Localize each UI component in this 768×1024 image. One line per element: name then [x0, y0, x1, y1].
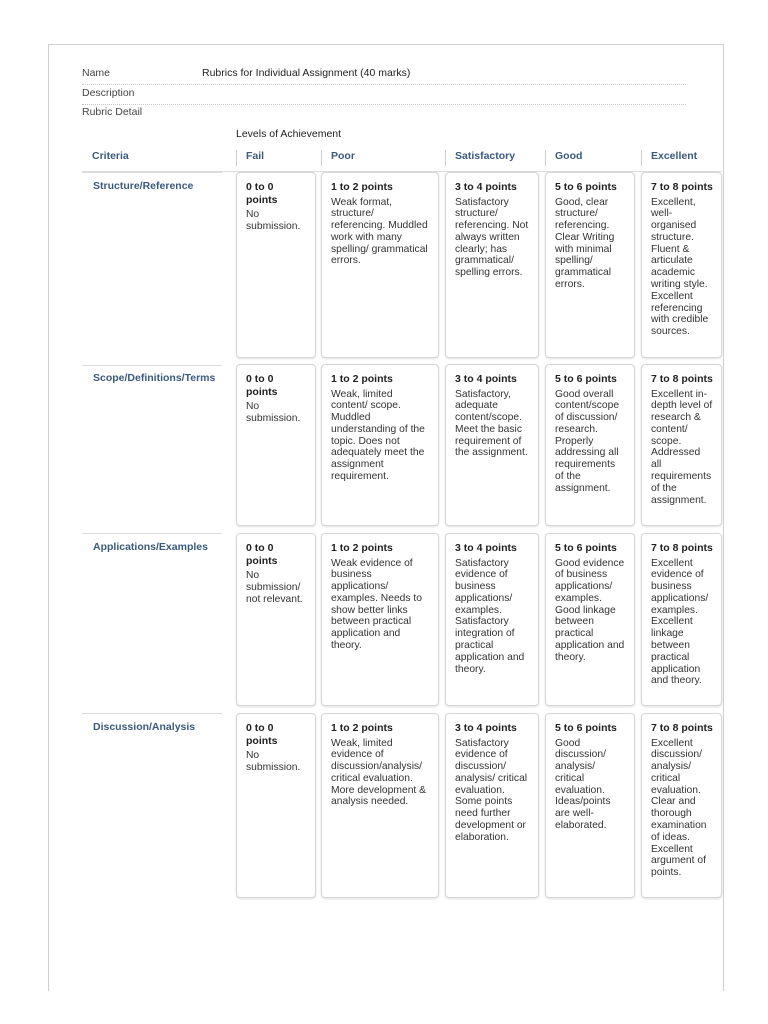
rubric-cell[interactable]: [641, 713, 722, 898]
cell-description: Satisfactory, adequate content/scope. Meet the basic requirement of the assignment.: [455, 388, 528, 459]
level-header-satisfactory: Satisfactory: [445, 150, 545, 166]
levels-of-achievement-title: Levels of Achievement: [236, 128, 342, 140]
rubric-cell[interactable]: [236, 172, 316, 358]
cell-points: 3 to 4 points: [455, 373, 517, 385]
cell-description: Weak, limited content/ scope. Muddled understanding of the topic. Does not adequately meet the assignment requirement.: [331, 388, 425, 483]
cell-points: 7 to 8 points: [651, 722, 713, 734]
rubric-cell[interactable]: [545, 364, 635, 526]
cell-description: Satisfactory structure/ referencing. Not always written clearly; has grammatical/ spelling errors.: [455, 196, 529, 279]
cell-points: 0 to 0 points: [246, 722, 278, 747]
rubric-cell[interactable]: [545, 172, 635, 358]
cell-points: 1 to 2 points: [331, 542, 393, 554]
description-label: Description: [82, 87, 135, 99]
rubric-name: Rubrics for Individual Assignment (40 marks): [202, 67, 411, 79]
cell-description: Weak, limited evidence of discussion/analysis/ critical evaluation. More development & analysis needed.: [331, 737, 427, 808]
row-divider: [82, 365, 222, 366]
name-label: Name: [82, 67, 111, 79]
level-header-excellent: Excellent: [641, 150, 727, 166]
cell-points: 7 to 8 points: [651, 373, 713, 385]
cell-points: 3 to 4 points: [455, 542, 517, 554]
rubric-cell[interactable]: [445, 172, 539, 358]
cell-description: Satisfactory evidence of business applications/ examples. Satisfactory integration of practical application and theory.: [455, 557, 525, 675]
cell-points: 0 to 0 points: [246, 373, 278, 398]
rubric-cell[interactable]: [236, 713, 316, 898]
row-divider: [82, 713, 222, 714]
cell-points: 7 to 8 points: [651, 542, 713, 554]
level-header-good: Good: [545, 150, 641, 166]
rubric-cell[interactable]: [545, 533, 635, 706]
rubric-cell[interactable]: [641, 533, 722, 706]
cell-points: 5 to 6 points: [555, 542, 617, 554]
criterion-scope-definitions-terms: Scope/Definitions/Terms: [93, 372, 216, 384]
rubric-cell[interactable]: [321, 533, 439, 706]
cell-points: 1 to 2 points: [331, 373, 393, 385]
divider: [82, 84, 686, 85]
cell-description: Satisfactory evidence of discussion/ analysis/ critical evaluation. Some points need further development or elaboration.: [455, 737, 528, 843]
cell-points: 1 to 2 points: [331, 181, 393, 193]
cell-description: Good discussion/ analysis/ critical evaluation. Ideas/points are well-elaborated.: [555, 737, 611, 832]
cell-points: 3 to 4 points: [455, 181, 517, 193]
cell-description: Excellent evidence of business applications/ examples. Excellent linkage between practical application and theory.: [651, 557, 709, 687]
rubric-cell[interactable]: [321, 172, 439, 358]
rubric-cell[interactable]: [445, 713, 539, 898]
cell-description: No submission.: [246, 401, 301, 424]
row-divider: [82, 172, 222, 173]
level-header-fail: Fail: [236, 150, 322, 166]
cell-points: 0 to 0 points: [246, 542, 278, 567]
rubric-cell[interactable]: [321, 713, 439, 898]
rubric-cell[interactable]: [641, 172, 722, 358]
rubric-cell[interactable]: [236, 533, 316, 706]
cell-points: 0 to 0 points: [246, 181, 278, 206]
cell-description: No submission.: [246, 209, 301, 232]
criterion-applications-examples: Applications/Examples: [93, 541, 208, 553]
rubric-detail-label: Rubric Detail: [82, 106, 143, 118]
cell-points: 1 to 2 points: [331, 722, 393, 734]
cell-description: Good evidence of business applications/ examples. Good linkage between practical application and theory.: [555, 557, 625, 663]
rubric-cell[interactable]: [545, 713, 635, 898]
cell-description: Excellent discussion/ analysis/ critical evaluation. Clear and thorough examination of ideas. Excellent argument of points.: [651, 737, 707, 879]
cell-points: 7 to 8 points: [651, 181, 713, 193]
cell-description: Weak format, structure/ referencing. Muddled work with many spelling/ grammatical errors.: [331, 196, 428, 267]
cell-points: 5 to 6 points: [555, 373, 617, 385]
cell-description: Good overall content/scope of discussion/ research. Properly addressing all requirements of the assignment.: [555, 388, 620, 494]
cell-description: Excellent in-depth level of research & content/ scope. Addressed all requirements of the assignment.: [651, 388, 713, 506]
cell-description: No submission.: [246, 750, 301, 773]
cell-description: Weak evidence of business applications/ examples. Needs to show better links between practical application and theory.: [331, 557, 423, 652]
cell-points: 3 to 4 points: [455, 722, 517, 734]
criteria-header: Criteria: [92, 150, 129, 162]
rubric-cell[interactable]: [445, 364, 539, 526]
rubric-cell[interactable]: [445, 533, 539, 706]
cell-description: No submission/ not relevant.: [246, 570, 303, 605]
rubric-cell[interactable]: [641, 364, 722, 526]
criterion-discussion-analysis: Discussion/Analysis: [93, 721, 196, 733]
cell-points: 5 to 6 points: [555, 181, 617, 193]
rubric-cell[interactable]: [321, 364, 439, 526]
cell-points: 5 to 6 points: [555, 722, 617, 734]
cell-description: Excellent, well-organised structure. Fluent & articulate academic writing style. Excellent referencing with credible sources.: [651, 196, 709, 338]
level-header-poor: Poor: [321, 150, 445, 166]
cell-description: Good, clear structure/ referencing. Clear Writing with minimal spelling/ grammatical errors.: [555, 196, 615, 291]
row-divider: [82, 533, 222, 534]
divider: [82, 104, 686, 105]
rubric-cell[interactable]: [236, 364, 316, 526]
criterion-structure-reference: Structure/Reference: [93, 180, 194, 192]
